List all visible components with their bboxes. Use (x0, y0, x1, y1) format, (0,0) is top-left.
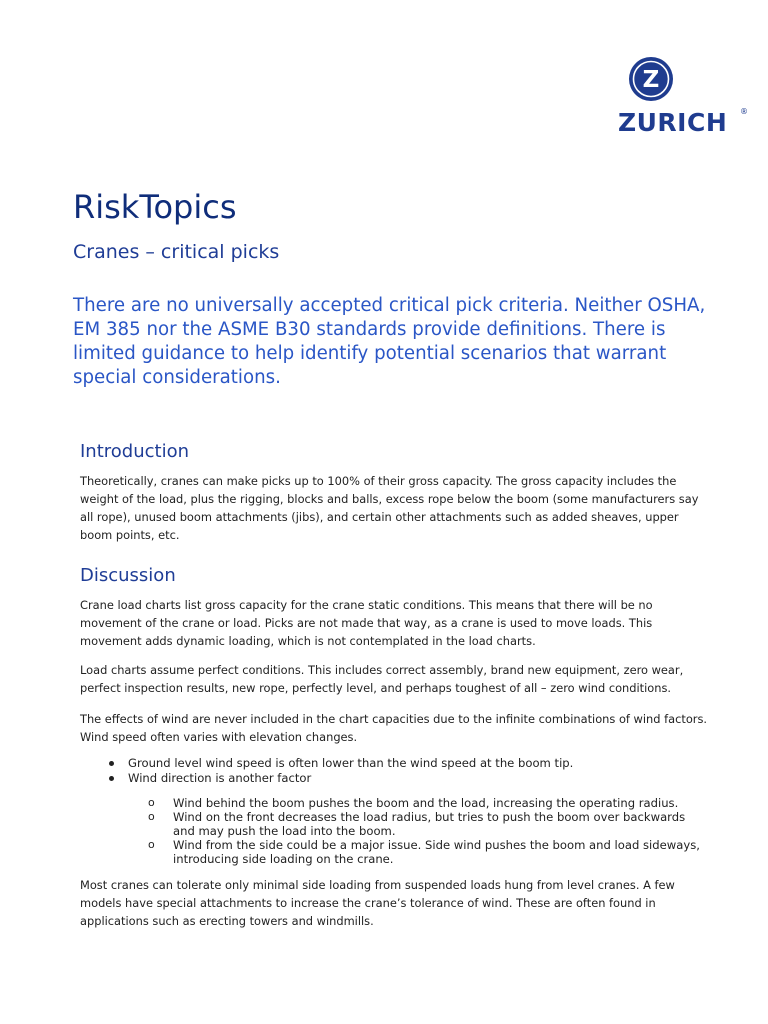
bullet-list (106, 756, 706, 785)
zurich-z-emblem-icon (628, 56, 674, 102)
bullet-text: Wind direction is another factor (128, 770, 312, 785)
logo-monogram: Z (642, 67, 660, 93)
lead-paragraph: There are no universally accepted critical pick criteria. Neither OSHA, EM 385 nor the ASME B30 standards provide definitions. There is limited guidance to help identify potential scenarios that warrant special considerations. (73, 295, 706, 388)
sub-bullet-marker: o (148, 810, 155, 823)
sub-bullet-marker: o (148, 796, 155, 809)
zurich-logo (614, 56, 750, 140)
sub-bullet-text: Wind on the front decreases the load radius, but tries to push the boom over backwards and may push the load into the boom. (173, 810, 686, 838)
discussion-paragraph: Load charts assume perfect conditions. This includes correct assembly, brand new equipment, zero wear, perfect inspection results, new rope, perfectly level, and perhaps toughest of all – zero wind conditions. (80, 663, 684, 695)
logo-wordmark: ZURICH (618, 108, 728, 137)
document-title: RiskTopics (73, 188, 237, 226)
sub-bullet-marker: o (148, 838, 155, 851)
discussion-paragraph: Crane load charts list gross capacity for the crane static conditions. This means that there will be no movement of the crane or load. Picks are not made that way, as a crane is used to move loads. This movement adds dynamic loading, which is not contemplated in the load charts. (80, 598, 653, 648)
discussion-paragraph: The effects of wind are never included in the chart capacities due to the infinite combinations of wind factors. Wind speed often varies with elevation changes. (80, 712, 708, 744)
bullet-text: Ground level wind speed is often lower than the wind speed at the boom tip. (128, 756, 574, 770)
list-item (148, 810, 708, 838)
sub-bullet-text: Wind behind the boom pushes the boom and the load, increasing the operating radius. (173, 796, 679, 810)
list-item (106, 756, 706, 771)
sub-bullet-text: Wind from the side could be a major issue. Side wind pushes the boom and load sideways, introducing side loading on the crane. (173, 838, 700, 866)
list-item (106, 771, 706, 786)
list-item (148, 838, 708, 866)
discussion-heading: Discussion (80, 565, 176, 586)
closing-paragraph: Most cranes can tolerate only minimal side loading from suspended loads hung from level cranes. A few models have special attachments to increase the crane’s tolerance of wind. These are often found in applications such as erecting towers and windmills. (80, 878, 675, 928)
bullet-icon (109, 776, 114, 781)
document-subtitle: Cranes – critical picks (73, 241, 280, 263)
introduction-paragraph: Theoretically, cranes can make picks up to 100% of their gross capacity. The gross capacity includes the weight of the load, plus the rigging, blocks and balls, excess rope below the boom (some manufacturers say all rope), unused boom attachments (jibs), and certain other attachments such as added sheaves, upper boom points, etc. (80, 474, 699, 542)
list-item (148, 796, 708, 810)
registered-mark: ® (740, 107, 748, 116)
sub-bullet-list (148, 796, 708, 866)
bullet-icon (109, 761, 114, 766)
introduction-heading: Introduction (80, 441, 190, 462)
